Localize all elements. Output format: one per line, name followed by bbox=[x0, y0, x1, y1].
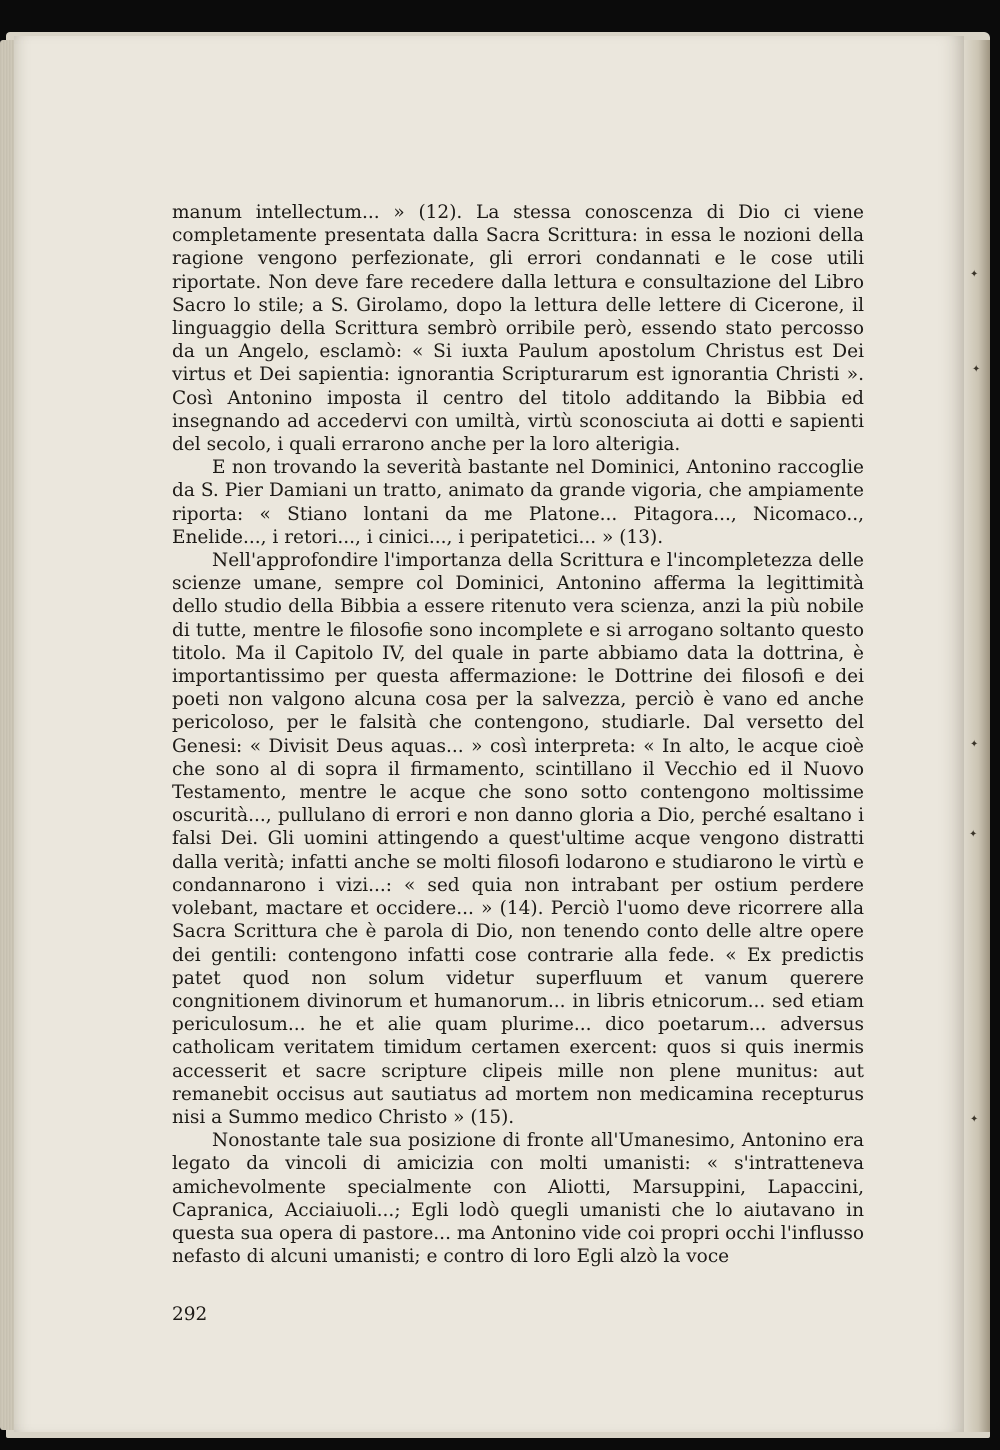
paragraph: manum intellectum... » (12). La stessa conoscenza di Dio ci viene completamente presentata dalla Sacra Scrittura: in essa le nozioni della ragione vengono perfezionate, gli errori condannati e le cose utili riportate. Non deve fare recedere dalla lettura e consultazione del Libro Sacro lo stile; a S. Girolamo, dopo la lettura delle lettere di Cicerone, il linguaggio della Scrittura sembrò orribile però, essendo stato percosso da un Angelo, esclamò: « Si iuxta Paulum apostolum Christus est Dei virtus et Dei sapientia: ignorantia Scripturarum est ignorantia Christi ». Così Antonino imposta il centro del titolo additando la Bibbia ed insegnando ad accedervi con umiltà, virtù sconosciuta ai dotti e sapienti del secolo, i quali errarono anche per la loro alterigia. bbox=[172, 202, 864, 456]
book-gutter bbox=[964, 40, 990, 1432]
margin-speck-icon: ✦ bbox=[970, 1114, 979, 1125]
page-number: 292 bbox=[172, 1304, 208, 1325]
body-text bbox=[172, 201, 864, 1268]
paragraph: E non trovando la severità bastante nel Dominici, Antonino raccoglie da S. Pier Damiani un tratto, animato da grande vigoria, che ampiamente riporta: « Stiano lontani da me Platone... Pitagora..., Nicomaco.., Enelide..., i retori..., i cinici..., i peripatetici... » (13). bbox=[172, 457, 864, 548]
margin-speck-icon: ✦ bbox=[969, 829, 978, 840]
page-stack-edge bbox=[0, 40, 14, 1430]
margin-speck-icon: ✦ bbox=[970, 269, 979, 280]
paragraph: Nonostante tale sua posizione di fronte all'Umanesimo, Antonino era legato da vincoli di amicizia con molti umanisti: « s'intratteneva amichevolmente specialmente con Aliotti, Marsuppini, Lapaccini, Capranica, Acciaiuoli...; Egli lodò quegli umanisti che lo aiutavano in questa sua opera di pastore... ma Antonino vide coi propri occhi l'influsso nefasto di alcuni umanisti; e contro di loro Egli alzò la voce bbox=[172, 1130, 864, 1268]
paragraph: Nell'approfondire l'importanza della Scrittura e l'incompletezza delle scienze umane, sempre col Dominici, Antonino afferma la legittimità dello studio della Bibbia a essere ritenuto vera scienza, anzi la più nobile di tutte, mentre le filosofie sono incomplete e si arrogano soltanto questo titolo. Ma il Capitolo IV, del quale in parte abbiamo data la dottrina, è importantissimo per questa affermazione: le Dottrine dei filosofi e dei poeti non valgono alcuna cosa per la salvezza, perciò è vano ed anche pericoloso, per le falsità che contengono, studiarle. Dal versetto del Genesi: « Divisit Deus aquas... » così interpreta: « In alto, le acque cioè che sono al di sopra il firmamento, scintillano il Vecchio ed il Nuovo Testamento, mentre le acque che sono sotto contengono moltissime oscurità..., pullulano di errori e non danno gloria a Dio, perché esaltano i falsi Dei. Gli uomini attingendo a quest'ultime acque vengono distratti dalla verità; infatti anche se molti filosofi lodarono e studiarono le virtù e condannarono i vizi...: « sed quia non intrabant per ostium perdere volebant, mactare et occidere... » (14). Perciò l'uomo deve ricorrere alla Sacra Scrittura che è parola di Dio, non tenendo conto delle altre opere dei gentili: contengono infatti cose contrarie alla fede. « Ex predictis patet quod non solum videtur superfluum et vanum querere congnitionem divinorum et humanorum... in libris etnicorum... sed etiam periculosum... he et alie quam plurime... dico poetarum... adversus catholicam veritatem timidum certamen exercent: quos si quis inermis accesserit et sacre scripture clipeis mille non plene munitus: aut remanebit occisus aut sautiatus ad mortem non medicamina recepturus nisi a Summo medico Christo » (15). bbox=[172, 550, 864, 1128]
margin-speck-icon: ✦ bbox=[970, 739, 979, 750]
margin-speck-icon: ✦ bbox=[972, 364, 981, 375]
